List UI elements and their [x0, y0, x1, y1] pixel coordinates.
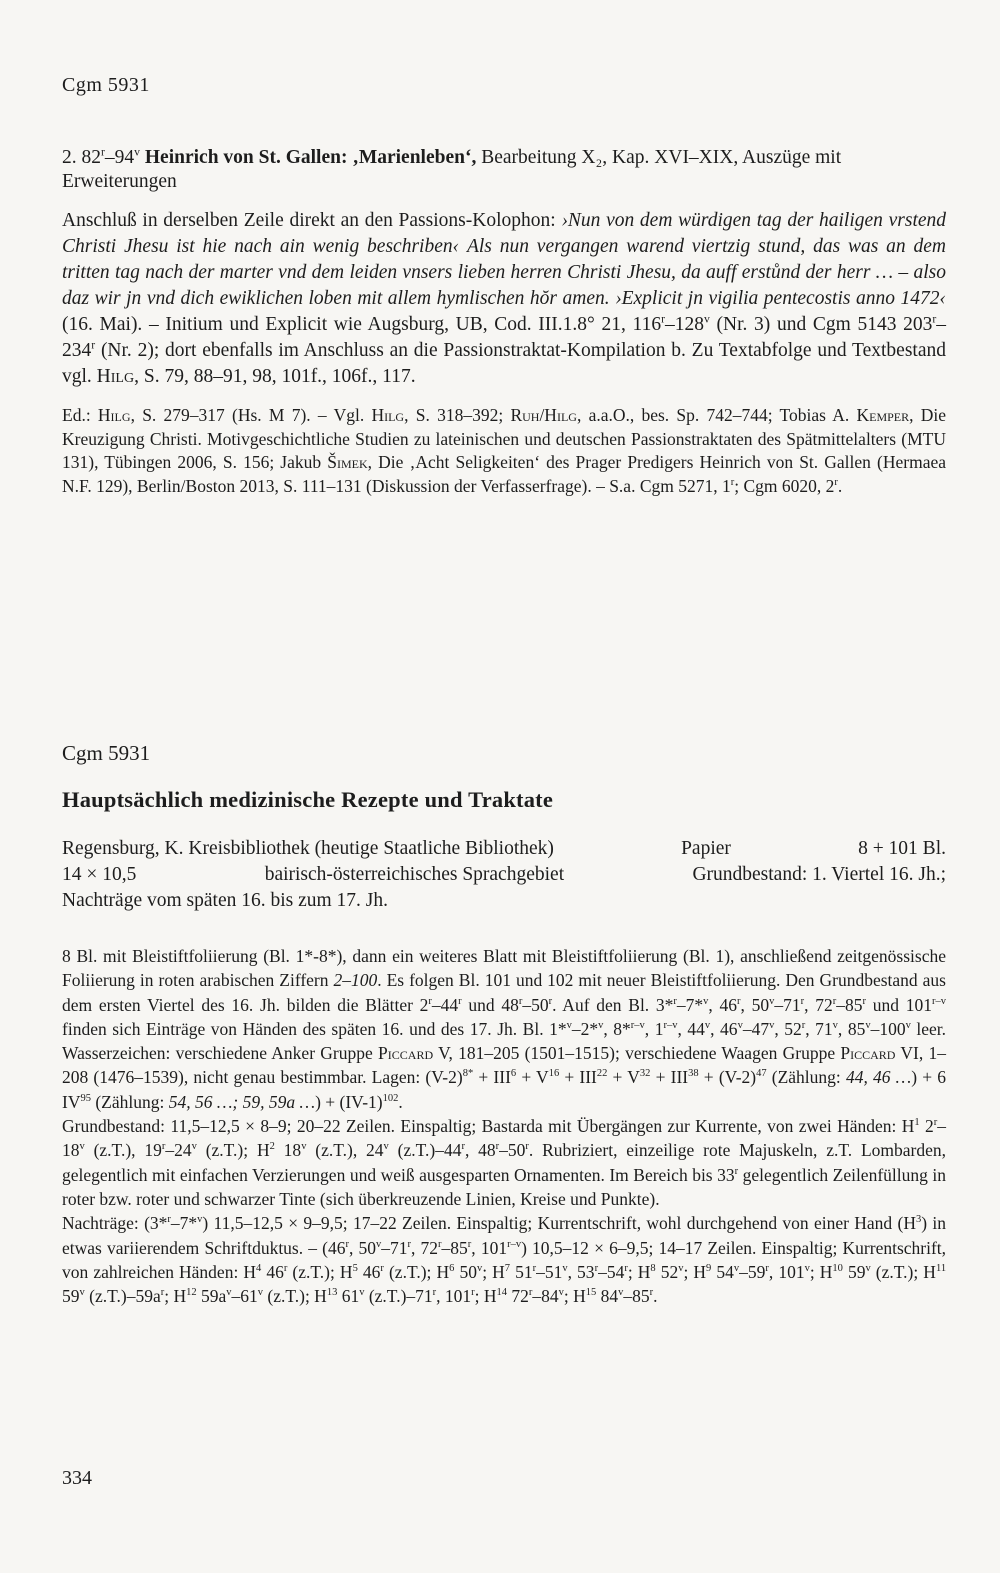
manuscript-title: Hauptsächlich medizinische Rezepte und Traktate: [62, 787, 554, 812]
entry-heading: 2. 82$^r$–94$^v$ Heinrich von St. Gallen: ‚Marienleben‘, Bearbeitung X₂, Kap. XVI–XIX, Auszüge mit Erweiterungen: [62, 145, 842, 192]
entry-title: Heinrich von St. Gallen: ‚Marienleben‘,: [144, 147, 477, 168]
page-number: 334: [62, 1467, 92, 1489]
entry-text: Anschluß in derselben Zeile direkt an den Passions-Kolophon: ›Nun von dem würdigen tag der hailigen vrstend Christi Jhesu ist hie nach ain wenig beschriben‹ Als nun vergangen warend viertzig stund, das was an dem tritten tag nach der marter vnd dem leiden vnsers lieben herren Christi Jhesu, da auff erstůnd der herr … – also daz wir jn vnd dich ewiklichen loben mit allem hymlischen hŏr amen. ›Explicit jn vigilia pentecostis anno 1472‹ (16. Mai). – Initium und Explicit wie Augsburg, UB, Cod. III.1.8° 21, 116$^r$–128$^v$ (Nr. 3) und Cgm 5143 203$^r$–234$^r$ (Nr. 2); dort ebenfalls im Anschluss an die Passionstraktat-Kompilation b. Zu Textabfolge und Textbestand vgl. Hilg, S. 79, 88–91, 98, 101f., 106f., 117.: [62, 210, 947, 387]
entry-subtitle: Bearbeitung X₂, Kap. XVI–XIX, Auszüge mit Erweiterungen: [62, 147, 842, 192]
edition-references: Ed.: Hilg, S. 279–317 (Hs. M 7). – Vgl. Hilg, S. 318–392; Ruh/Hilg, a.a.O., bes. Sp. 742–744; Tobias A. Kemper, Die Kreuzigung Christi. Motivgeschichtliche Studien zu lateinischen und deutschen Passionstraktaten des Spätmittelalters (MTU 131), Tübingen 2006, S. 156; Jakub Šimek, Die ‚Acht Seligkeiten‘ des Prager Predigers Heinrich von St. Gallen (Hermaea N.F. 129), Berlin/Boston 2013, S. 111–131 (Diskussion der Verfasserfrage). – S.a. Cgm 5271, 1$^r$; Cgm 6020, 2$^r$.: [62, 405, 947, 496]
entry-2: [62, 146, 946, 498]
manuscript-meta: Regensburg, K. Kreisbibliothek (heutige Staatliche Bibliothek) Papier 8 + 101 Bl. 14 × 10,5 bairisch-österreichisches Sprachgebiet Grundbestand: 1. Viertel 16. Jh.; Nachträge vom späten 16. bis zum 17. Jh.: [62, 838, 946, 911]
running-head: Cgm 5931: [62, 74, 150, 96]
shelfmark: Cgm 5931: [62, 741, 151, 765]
codicological-description: 8 Bl. mit Bleistiftfoliierung (Bl. 1*-8*), dann ein weiteres Blatt mit Bleistiftfoliierung (Bl. 1), anschließend zeitgenössische Foliierung in roten arabischen Ziffern 2–100. Es folgen Bl. 101 und 102 mit neuer Bleistiftfoliierung. Den Grundbestand aus dem ersten Viertel des 16. Jh. bilden die Blätter 2$^r$–44$^r$ und 48$^r$–50$^r$. Auf den Bl. 3*$^r$–7*$^v$, 46$^r$, 50$^v$–71$^r$, 72$^r$–85$^r$ und 101$^{r-v}$ finden sich Einträge von Händen des späten 16. und des 17. Jh. Bl. 1*$^v$–2*$^v$, 8*$^{r-v}$, 1$^{r-v}$, 44$^v$, 46$^v$–47$^v$, 52$^r$, 71$^v$, 85$^v$–100$^v$ leer. Wasserzeichen: verschiedene Anker Gruppe Piccard V, 181–205 (1501–1515); verschiedene Waagen Gruppe Piccard VI, 1–208 (1476–1539), nicht genau bestimmbar. Lagen: $(V-2)^{8*} + III^6 + V^{16} + III^{22} + V^{32} + III^{38} + (V-2)^{47}$ (Zählung: 44, 46 …) + 6 IV$^{95}$ (Zählung: 54, 56 …; 59, 59a …) + $(IV-1)^{102}$. Grundbestand: 11,5–12,5 × 8–9; 20–22 Zeilen. Einspaltig; Bastarda mit Übergängen zur Kurrente, von zwei Händen: $H^1$ 2$^r$–18$^v$ (z.T.), 19$^r$–24$^v$ (z.T.); $H^2$ 18$^v$ (z.T.), 24$^v$ (z.T.)–44$^r$, 48$^r$–50$^r$. Rubriziert, einzeilige rote Majuskeln, z.T. Lombarden, gelegentlich mit einfachen Verzierungen und weiß ausgesparten Ornamenten. Im Bereich bis 33$^r$ gelegentlich Zeilenfüllung in roter bzw. roter und schwarzer Tinte (sich überkreuzende Linien, Kreise und Punkte). Nachträge: (3*$^r$–7*$^v$) 11,5–12,5 × 9–9,5; 17–22 Zeilen. Einspaltig; Kurrentschrift, wohl durchgehend von einer Hand $(H^3)$ in etwas variierendem Schriftduktus. – (46$^r$, 50$^v$–71$^r$, 72$^r$–85$^r$, 101$^{r-v}$) 10,5–12 × 6–9,5; 14–17 Zeilen. Einspaltig; Kurrentschrift, von zahlreichen Händen: $H^4$ 46$^r$ (z.T.); $H^5$ 46$^r$ (z.T.); $H^6$ 50$^v$; $H^7$ 51$^r$–51$^v$, 53$^r$–54$^r$; $H^8$ 52$^v$; $H^9$ 54$^v$–59$^r$, 101$^v$; $H^{10}$ 59$^v$ (z.T.); $H^{11}$ 59$^v$ $(z.T.)-59a^r$; $H^{12}$ $59a^v-61^v$ (z.T.); $H^{13}$ 61$^v$ (z.T.)–71$^r$, 101$^r$; $H^{14}$ 72$^r$–84$^v$; $H^{15}$ 84$^v$–85$^r$.: [62, 946, 947, 1307]
